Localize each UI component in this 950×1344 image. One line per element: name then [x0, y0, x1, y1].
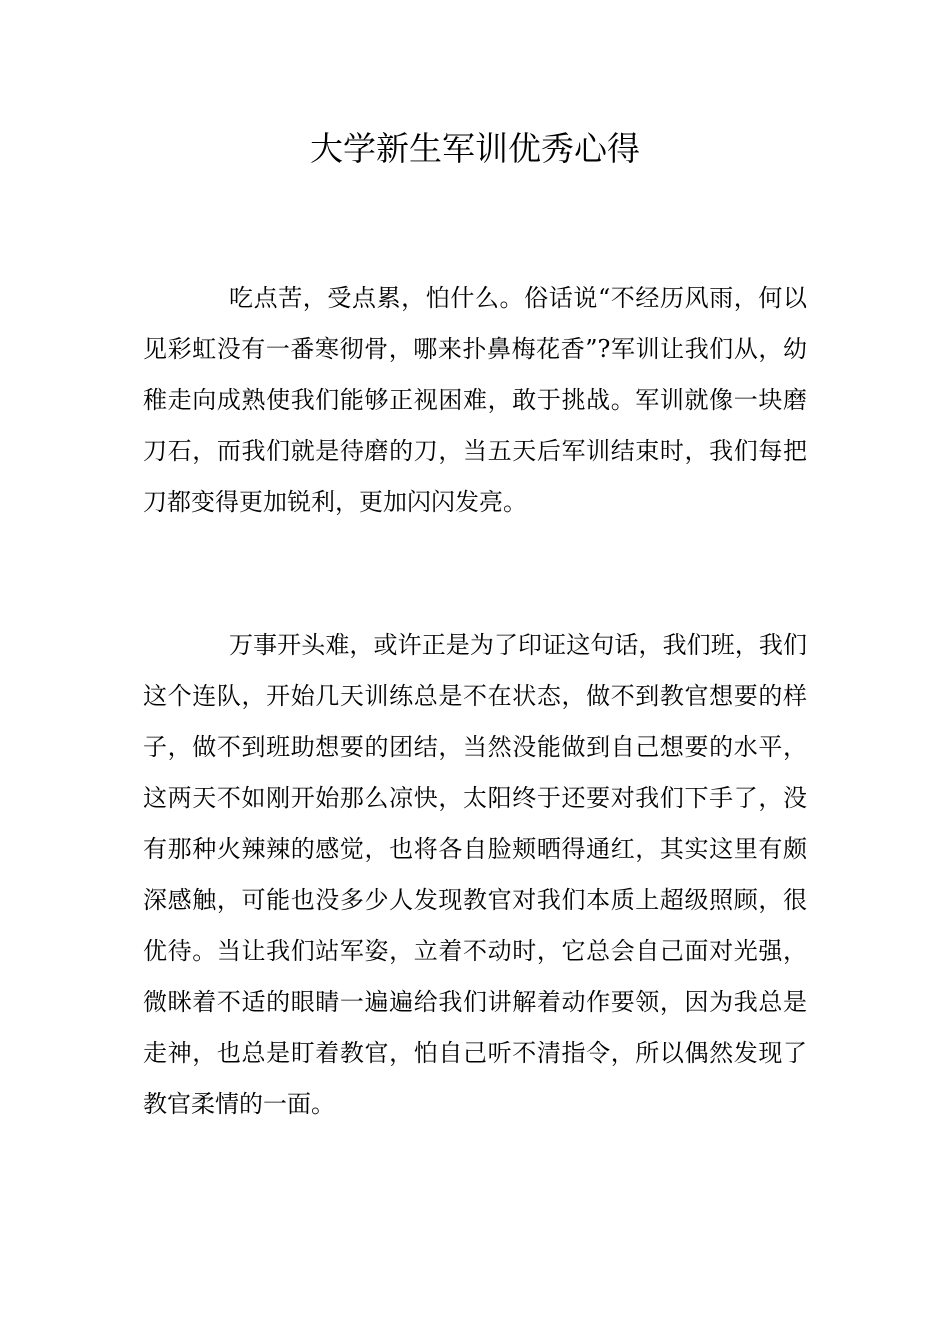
paragraph-2: 万事开头难，或许正是为了印证这句话，我们班，我们这个连队，开始几天训练总是不在状态，做不到教官想要的样子，做不到班助想要的团结，当然没能做到自己想要的水平，这两天不如刚开始那么凉快，太阳终于还要对我们下手了，没有那种火辣辣的感觉，也将各自脸颊晒得通红，其实这里有颇深感触，可能也没多少人发现教官对我们本质上超级照顾，很优待。当让我们站军姿，立着不动时，它总会自己面对光强，微眯着不适的眼睛一遍遍给我们讲解着动作要领，因为我总是走神，也总是盯着教官，怕自己听不清指令，所以偶然发现了教官柔情的一面。: [143, 631, 807, 1118]
paragraph-1: 吃点苦，受点累，怕什么。俗话说“不经历风雨，何以见彩虹没有一番寒彻骨，哪来扑鼻梅花香”?军训让我们从，幼稚走向成熟使我们能够正视困难，敢于挑战。军训就像一块磨刀石，而我们就是待磨的刀，当五天后军训结束时，我们每把刀都变得更加锐利，更加闪闪发亮。: [143, 284, 807, 516]
document-title: 大学新生军训优秀心得: [310, 129, 640, 168]
